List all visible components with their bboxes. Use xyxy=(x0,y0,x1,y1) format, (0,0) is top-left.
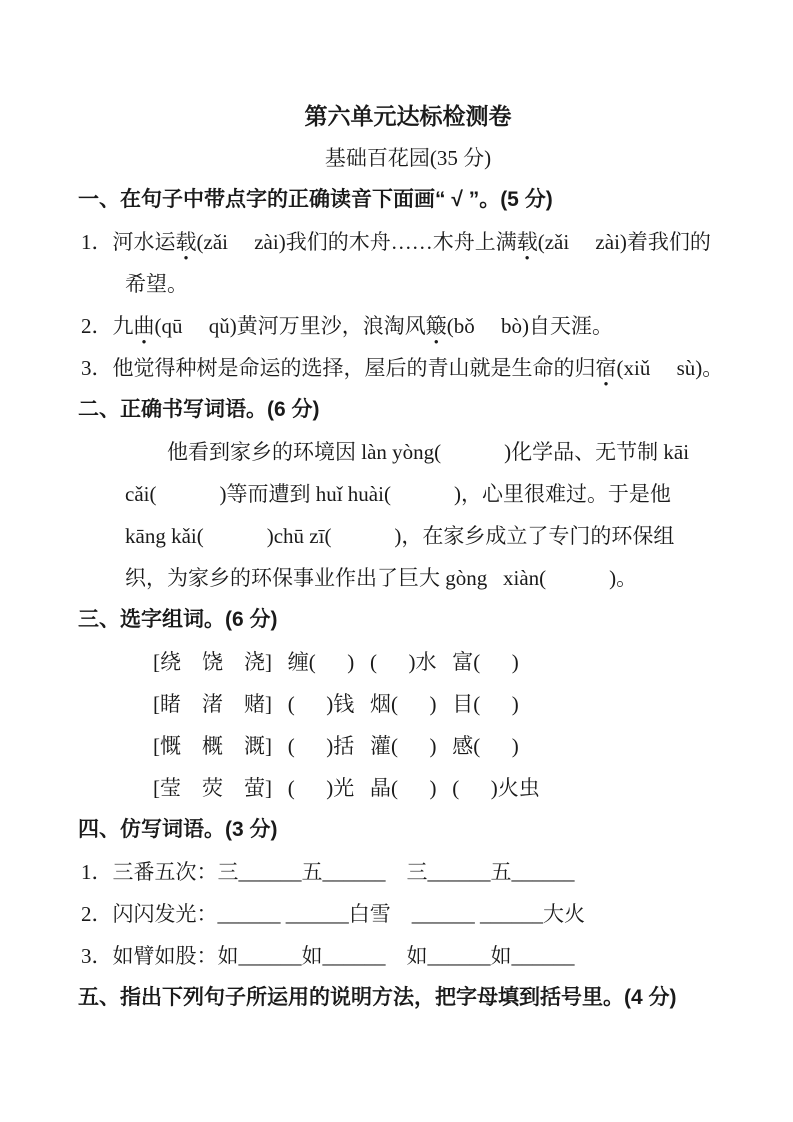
text-segment: 3．他觉得种树是命运的选择，屋后的青山就是生命的归 xyxy=(81,356,596,380)
q3-choice-row-2: [睹 渚 赌] ( )钱 烟( ) 目( ) xyxy=(153,692,519,716)
section-2-heading: 二、正确书写词语。(6 分) xyxy=(78,398,320,421)
emphasis-dot-char: 曲 ● xyxy=(134,316,155,337)
emphasis-dot-char: 载 ● xyxy=(517,232,538,253)
section-3-heading: 三、选字组词。(6 分) xyxy=(78,608,278,631)
text-segment: (bǒ bò)自天涯。 xyxy=(446,314,613,338)
q1-sentence-1-line-2: 希望。 xyxy=(125,272,188,296)
page-title: 第六单元达标检测卷 xyxy=(304,103,512,129)
text-segment: (zǎi zài)我们的木舟……木舟上满 xyxy=(196,230,517,254)
q1-sentence-2 xyxy=(78,305,738,347)
emphasis-dot-char: 载 ● xyxy=(176,232,197,253)
emphasis-dot-char: 簸 ● xyxy=(426,316,447,337)
q2-paragraph-line-3: kāng kǎi( )chū zī( )，在家乡成立了专门的环保组 xyxy=(125,524,675,548)
emphasis-dot-char: 宿 ● xyxy=(596,358,617,379)
q3-choice-row-4: [莹 荧 萤] ( )光 晶( ) ( )火虫 xyxy=(153,776,540,800)
q1-sentence-1-line-1 xyxy=(78,221,738,263)
q2-paragraph-line-1: 他看到家乡的环境因 làn yòng( )化学品、无节制 kāi xyxy=(167,440,690,464)
section-banner: 基础百花园(35 分) xyxy=(324,146,492,170)
q3-choice-row-1: [绕 饶 浇] 缠( ) ( )水 富( ) xyxy=(153,650,519,674)
section-4-heading: 四、仿写词语。(3 分) xyxy=(78,818,278,841)
text-segment: (qū qǔ)黄河万里沙，浪淘风 xyxy=(154,314,426,338)
q3-choice-row-3: [慨 概 溉] ( )括 灌( ) 感( ) xyxy=(153,734,519,758)
section-5-heading: 五、指出下列句子所运用的说明方法，把字母填到括号里。(4 分) xyxy=(78,986,677,1009)
q2-paragraph-line-4: 织，为家乡的环保事业作出了巨大 gòng xiàn( )。 xyxy=(125,566,638,590)
text-segment: (xiǔ sù)。 xyxy=(616,356,724,380)
q4-item-3: 3．如臂如股：如______如______ 如______如______ xyxy=(81,944,575,968)
q1-sentence-3 xyxy=(78,347,738,389)
section-1-heading: 一、在句子中带点字的正确读音下面画“ √ ”。(5 分) xyxy=(78,188,553,211)
text-segment: 1．河水运 xyxy=(81,230,176,254)
q4-item-2: 2．闪闪发光：______ ______白雪 ______ ______大火 xyxy=(81,902,585,926)
q4-item-1: 1．三番五次：三______五______ 三______五______ xyxy=(81,860,575,884)
text-segment: (zǎi zài)着我们的 xyxy=(537,230,711,254)
q2-paragraph-line-2: cǎi( )等而遭到 huǐ huài( )，心里很难过。于是他 xyxy=(125,482,671,506)
text-segment: 2．九 xyxy=(81,314,134,338)
